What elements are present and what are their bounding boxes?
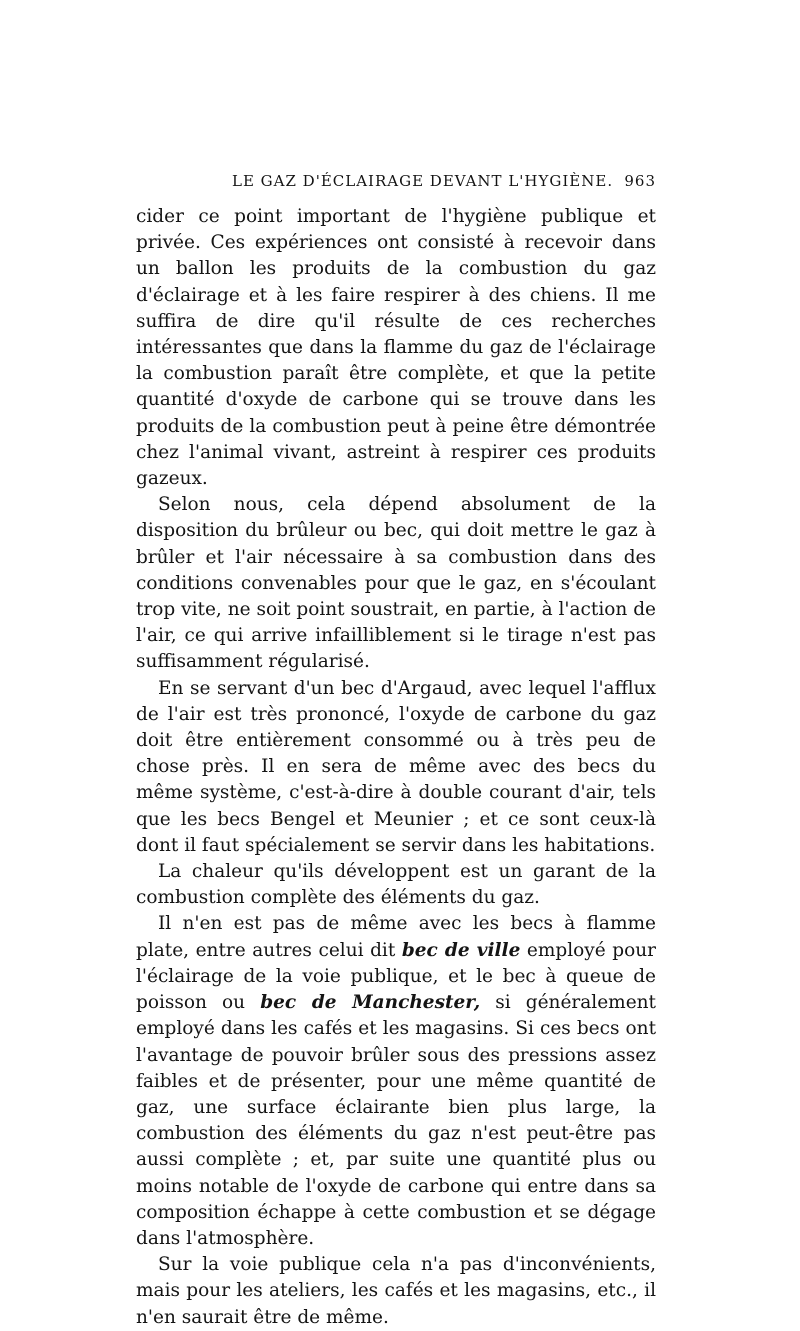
term-bec-de-ville: bec de ville <box>401 939 521 961</box>
paragraph-5-text-a: Il n'en est pas de même avec les becs à flamme plate, entre autres celui dit <box>136 913 656 961</box>
running-title: LE GAZ D'ÉCLAIRAGE DEVANT L'HYGIÈNE. <box>232 172 614 190</box>
paragraph-3: En se servant d'un bec d'Argaud, avec lequel l'afflux de l'air est très prononcé, l'oxyde de carbone du gaz doit être entièrement consommé ou à très peu de chose près. Il en sera de même avec des becs du même système, c'est-à-dire à double courant d'air, tels que les becs Bengel et Meunier ; et ce sont ceux-là dont il faut spécialement se servir dans les habitations. <box>136 677 656 856</box>
term-bec-de-manchester: bec de Manchester, <box>260 992 481 1014</box>
paragraph-6: Sur la voie publique cela n'a pas d'inconvénients, mais pour les ateliers, les cafés et les magasins, etc., il n'en saurait être de même. <box>136 1254 656 1328</box>
body-text <box>136 204 656 1331</box>
paragraph-5-text-c: si généralement employé dans les cafés et les magasins. Si ces becs ont l'avantage de pouvoir brûler sous des pressions assez faibles et de présenter, pour une même quantité de gaz, une surface éclairante bien plus large, la combustion des éléments du gaz n'est peut-être pas aussi complète ; et, par suite une quantité plus ou moins notable de l'oxyde de carbone qui entre dans sa composition échappe à cette combustion et se dégage dans l'atmosphère. <box>136 992 656 1249</box>
running-head <box>136 172 656 198</box>
paragraph-4: La chaleur qu'ils développent est un garant de la combustion complète des éléments du gaz. <box>136 861 656 909</box>
paragraph-1: cider ce point important de l'hygiène publique et privée. Ces expériences ont consisté à recevoir dans un ballon les produits de la combustion du gaz d'éclairage et à les faire respirer à des chiens. Il me suffira de dire qu'il résulte de ces recherches intéressantes que dans la flamme du gaz de l'éclairage la combustion paraît être complète, et que la petite quantité d'oxyde de carbone qui se trouve dans les produits de la combustion peut à peine être démontrée chez l'animal vivant, astreint à respirer ces produits gazeux. <box>136 206 656 490</box>
paragraph-5-text-b: employé pour l'éclairage de la voie publique, et le bec à queue de poisson ou <box>136 939 656 1014</box>
paragraph-2: Selon nous, cela dépend absolument de la disposition du brûleur ou bec, qui doit mettre le gaz à brûler et l'air nécessaire à sa combustion dans des conditions convenables pour que le gaz, en s'écoulant trop vite, ne soit point soustrait, en partie, à l'action de l'air, ce qui arrive infailliblement si le tirage n'est pas suffisamment régularisé. <box>136 494 656 673</box>
page-number: 963 <box>624 172 656 190</box>
paragraph-5 <box>136 911 656 1252</box>
